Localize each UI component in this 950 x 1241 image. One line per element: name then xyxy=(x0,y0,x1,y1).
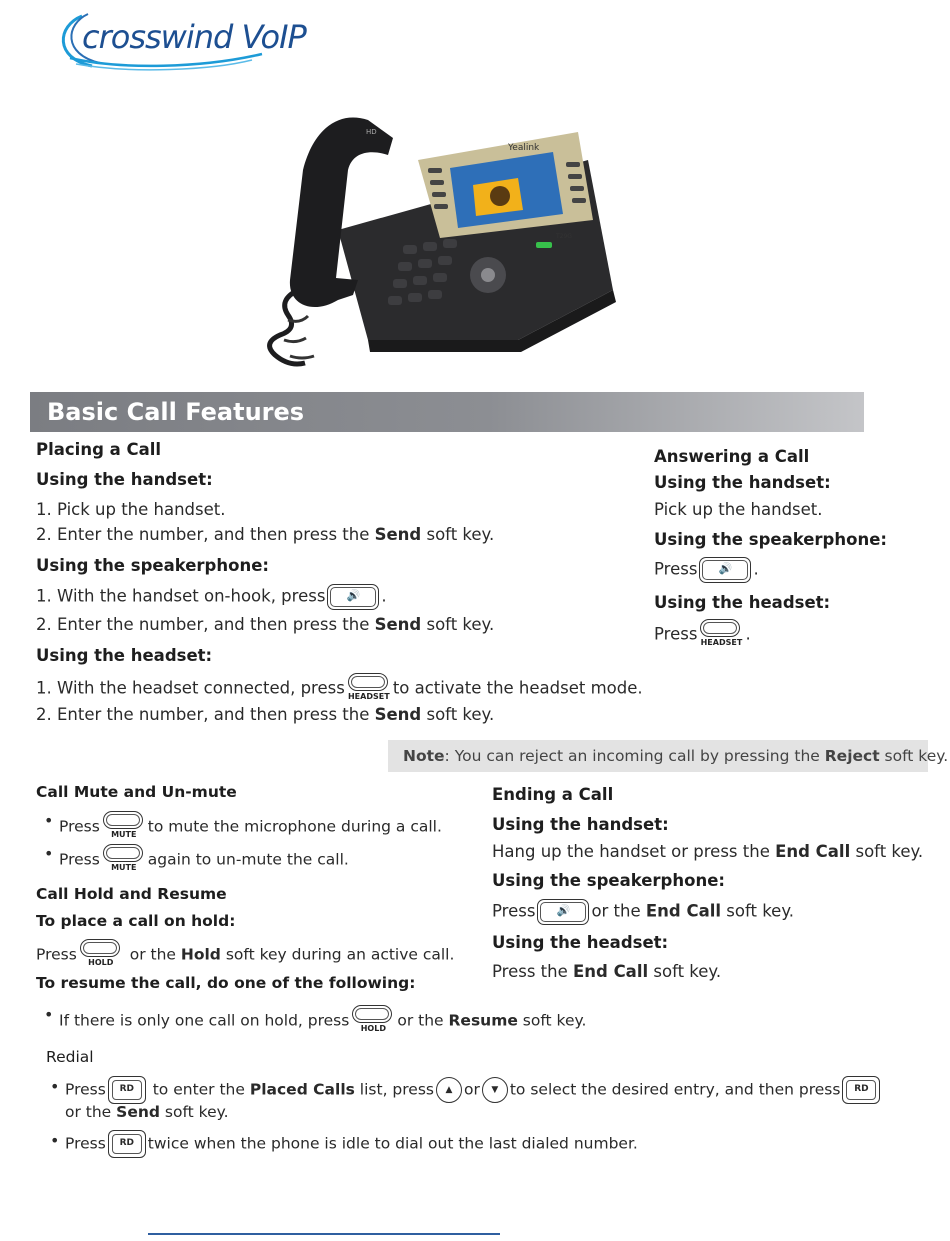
up-key-icon: ▲ xyxy=(436,1077,462,1103)
placing-speaker-heading: Using the speakerphone: xyxy=(36,556,269,575)
placing-headset-step2: 2. Enter the number, and then press the Send soft key. xyxy=(36,705,495,724)
reject-note: Note: You can reject an incoming call by pressing the Reject soft key. xyxy=(388,740,928,772)
hold-resume-heading: To resume the call, do one of the following: xyxy=(36,974,416,992)
headset-key-icon: HEADSET xyxy=(699,618,743,652)
mute-key-icon: MUTE xyxy=(102,843,146,877)
placing-headset-heading: Using the headset: xyxy=(36,646,213,665)
answering-speaker-text: Press 🔊 . xyxy=(654,557,759,583)
placing-handset-step1: 1. Pick up the handset. xyxy=(36,500,226,519)
hold-place-text: Press HOLD or the Hold soft key during an active call. xyxy=(36,938,454,972)
crosswind-logo xyxy=(52,8,312,74)
mute-key-icon: MUTE xyxy=(102,810,146,844)
ending-headset-text: Press the End Call soft key. xyxy=(492,962,722,981)
placing-handset-step2: 2. Enter the number, and then press the Send soft key. xyxy=(36,525,495,544)
ending-heading: Ending a Call xyxy=(492,785,614,804)
hold-key-icon: HOLD xyxy=(79,938,123,972)
answering-handset-text: Pick up the handset. xyxy=(654,500,823,519)
redial-bullet-1: • Press RD to enter the Placed Calls list, press ▲ or ▼ to select the desired entry, and then press RD xyxy=(65,1076,882,1104)
redial-bullet-1-cont: or the Send soft key. xyxy=(65,1103,229,1121)
speaker-key-icon: 🔊 xyxy=(699,557,751,583)
phone-illustration xyxy=(218,90,630,382)
mute-bullet-1: • Press MUTE to mute the microphone during a call. xyxy=(59,810,442,844)
hold-place-heading: To place a call on hold: xyxy=(36,912,236,930)
phone-model: T29G xyxy=(556,233,572,240)
mute-bullet-2: • Press MUTE again to un-mute the call. xyxy=(59,843,349,877)
answering-heading: Answering a Call xyxy=(654,447,810,466)
placing-headset-step1: 1. With the headset connected, press HEADSET to activate the headset mode. xyxy=(36,672,643,706)
ending-speaker-text: Press 🔊 or the End Call soft key. xyxy=(492,899,794,925)
redial-key-icon: RD xyxy=(842,1076,880,1104)
phone-brand: Yealink xyxy=(508,143,540,153)
placing-speaker-step1: 1. With the handset on-hook, press 🔊 . xyxy=(36,584,387,610)
ending-speaker-heading: Using the speakerphone: xyxy=(492,871,725,890)
ending-handset-heading: Using the handset: xyxy=(492,815,669,834)
headset-key-icon: HEADSET xyxy=(347,672,391,706)
redial-heading: Redial xyxy=(46,1048,94,1066)
speaker-key-icon: 🔊 xyxy=(327,584,379,610)
mute-heading: Call Mute and Un-mute xyxy=(36,783,237,801)
answering-headset-text: Press HEADSET . xyxy=(654,618,751,652)
placing-speaker-step2: 2. Enter the number, and then press the Send soft key. xyxy=(36,615,495,634)
placing-handset-heading: Using the handset: xyxy=(36,470,213,489)
answering-handset-heading: Using the handset: xyxy=(654,473,831,492)
ending-headset-heading: Using the headset: xyxy=(492,933,669,952)
answering-headset-heading: Using the headset: xyxy=(654,593,831,612)
redial-key-icon: RD xyxy=(108,1130,146,1158)
hold-heading: Call Hold and Resume xyxy=(36,885,227,903)
hold-key-icon: HOLD xyxy=(351,1004,395,1038)
answering-speaker-heading: Using the speakerphone: xyxy=(654,530,887,549)
hold-resume-bullet: • If there is only one call on hold, press HOLD or the Resume soft key. xyxy=(59,1004,586,1038)
redial-key-icon: RD xyxy=(108,1076,146,1104)
redial-bullet-2: • Press RD twice when the phone is idle to dial out the last dialed number. xyxy=(65,1130,638,1158)
logo-text: crosswind VoIP xyxy=(82,18,306,56)
ending-handset-text: Hang up the handset or press the End Call soft key. xyxy=(492,842,924,861)
placing-heading: Placing a Call xyxy=(36,440,162,459)
down-key-icon: ▼ xyxy=(482,1077,508,1103)
handset-hd-label: HD xyxy=(366,128,377,136)
speaker-key-icon: 🔊 xyxy=(537,899,589,925)
section-banner: Basic Call Features xyxy=(30,392,864,432)
footer-divider xyxy=(148,1233,500,1235)
